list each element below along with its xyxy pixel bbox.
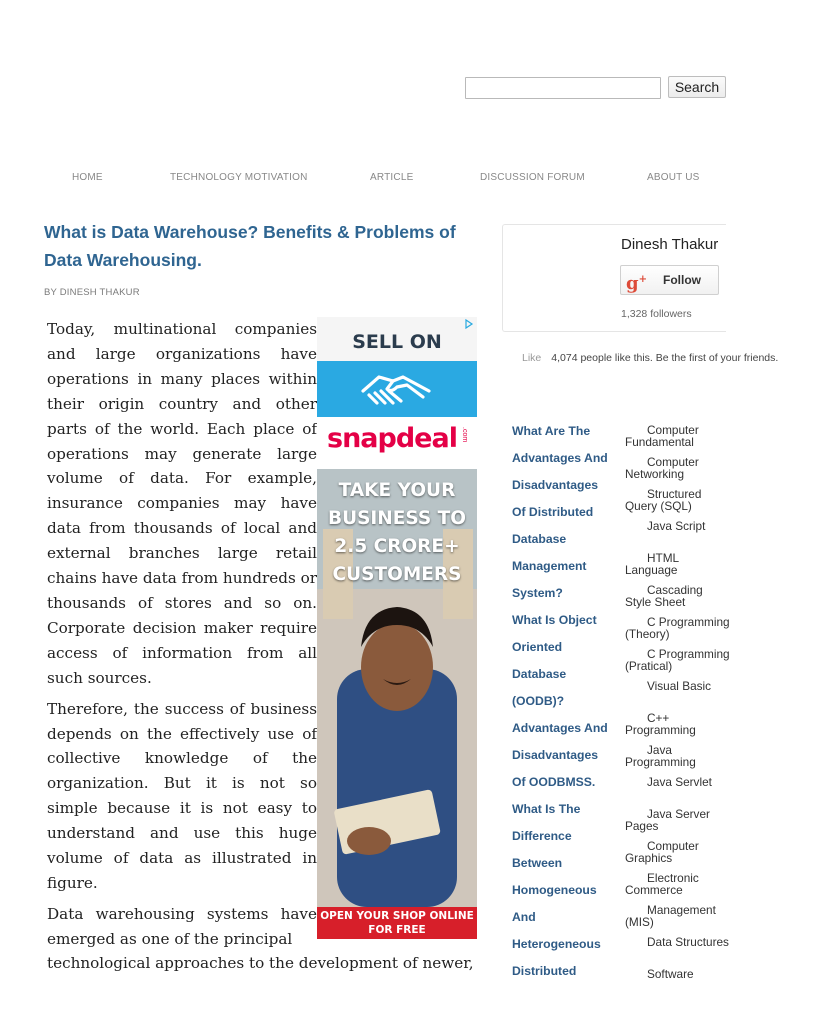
nav-about-us[interactable]: ABOUT US [647,172,700,183]
post-title[interactable]: What is Data Warehouse? Benefits & Problems of Data Warehousing. [44,222,456,270]
post-paragraph: Today, multinational companies and large organizations have operations in many places within their origin country and other parts of the world. Each place of operations may generate large volume of data. For example, insurance companies may have data from thousands of local and external branches large retail chains have data from hundreds or thousands of stores and so on. Corporate decision maker require access of information from all such sources. [47,320,317,687]
related-link-line[interactable]: What Is The [512,802,581,816]
related-link-line[interactable]: Oriented [512,640,563,654]
google-plus-icon: g+ [626,273,647,294]
category-item[interactable]: Java Programming [625,743,696,769]
post-paragraph-continuation: technological approaches to the development of newer, [47,954,474,972]
post-body [47,317,317,958]
related-link-line[interactable]: System? [512,586,563,600]
followers-count: 1,328 followers [621,308,692,320]
category-item[interactable]: Java Script [647,519,706,533]
related-link-line[interactable]: Database [512,667,567,681]
snapdeal-logo [317,417,477,469]
category-item[interactable]: Computer Fundamental [625,423,699,449]
related-link-line[interactable]: What Are The [512,424,591,438]
category-item[interactable]: Management (MIS) [625,903,716,929]
related-link-line[interactable]: Database [512,532,567,546]
related-link-line[interactable]: Distributed [512,964,577,978]
category-item[interactable]: Java Server Pages [625,807,710,833]
related-link-line[interactable]: Advantages And [512,451,608,465]
follow-label: Follow [663,273,701,287]
related-link-line[interactable]: What Is Object [512,613,597,627]
snapdeal-ad[interactable] [317,317,477,939]
category-item[interactable]: Computer Networking [625,455,699,481]
related-link-line[interactable]: Of OODBMSS. [512,775,596,789]
category-item[interactable]: C++ Programming [625,711,696,737]
post-paragraph: Therefore, the success of business depends on the effectively use of collective knowledge of the organization. But it is not so simple because it is not easy to understand and use this huge volume of data as illustrated in figure. [47,699,317,892]
ad-brand-suffix: .com [461,427,468,443]
category-item[interactable]: Data Structures [647,935,729,949]
category-item[interactable]: HTML Language [625,551,680,577]
like-count-text: 4,074 people like this. Be the first of your friends. [551,352,779,364]
handshake-icon [317,361,477,417]
ad-brand-name: snapdeal [327,423,457,454]
related-link-line[interactable]: Difference [512,829,572,843]
post-byline: BY DINESH THAKUR [44,287,140,298]
adchoices-icon[interactable] [464,319,474,329]
like-button[interactable]: Like [522,352,542,364]
search-button[interactable]: Search [668,76,726,98]
category-item[interactable]: Software [647,967,694,981]
related-link-line[interactable]: Disadvantages [512,748,599,762]
category-item[interactable]: Structured Query (SQL) [625,487,702,513]
related-link-line[interactable]: Homogeneous [512,883,597,897]
related-link-line[interactable]: Heterogeneous [512,937,601,951]
ad-photo [317,469,477,907]
category-item[interactable]: C Programming (Theory) [625,615,730,641]
profile-name[interactable]: Dinesh Thakur [621,236,719,253]
ad-sell-on-label: SELL ON [317,317,477,361]
nav-home[interactable]: HOME [72,172,103,183]
related-link-line[interactable]: Disadvantages [512,478,599,492]
category-item[interactable]: Computer Graphics [625,839,699,865]
related-link-line[interactable]: Management [512,559,587,573]
category-item[interactable]: Cascading Style Sheet [625,583,703,609]
nav-technology-motivation[interactable]: TECHNOLOGY MOTIVATION [170,172,308,183]
related-link-line[interactable]: Between [512,856,563,870]
nav-discussion-forum[interactable]: DISCUSSION FORUM [480,172,585,183]
related-link-line[interactable]: (OODB)? [512,694,565,708]
post-paragraph: Data warehousing systems have emerged as one of the principal [47,904,317,948]
category-item[interactable]: C Programming (Pratical) [625,647,730,673]
ad-cta-button[interactable]: OPEN YOUR SHOP ONLINE FOR FREE [317,907,477,939]
related-link-line[interactable]: And [512,910,536,924]
category-item[interactable]: Visual Basic [647,679,712,693]
category-list [600,0,731,1024]
category-item[interactable]: Electronic Commerce [625,871,699,897]
related-link-line[interactable]: Advantages And [512,721,608,735]
nav-article[interactable]: ARTICLE [370,172,414,183]
category-item[interactable]: Java Servlet [647,775,712,789]
related-link-line[interactable]: Of Distributed [512,505,594,519]
ad-headline: TAKE YOUR BUSINESS TO 2.5 CRORE+ CUSTOMERS [327,480,467,585]
